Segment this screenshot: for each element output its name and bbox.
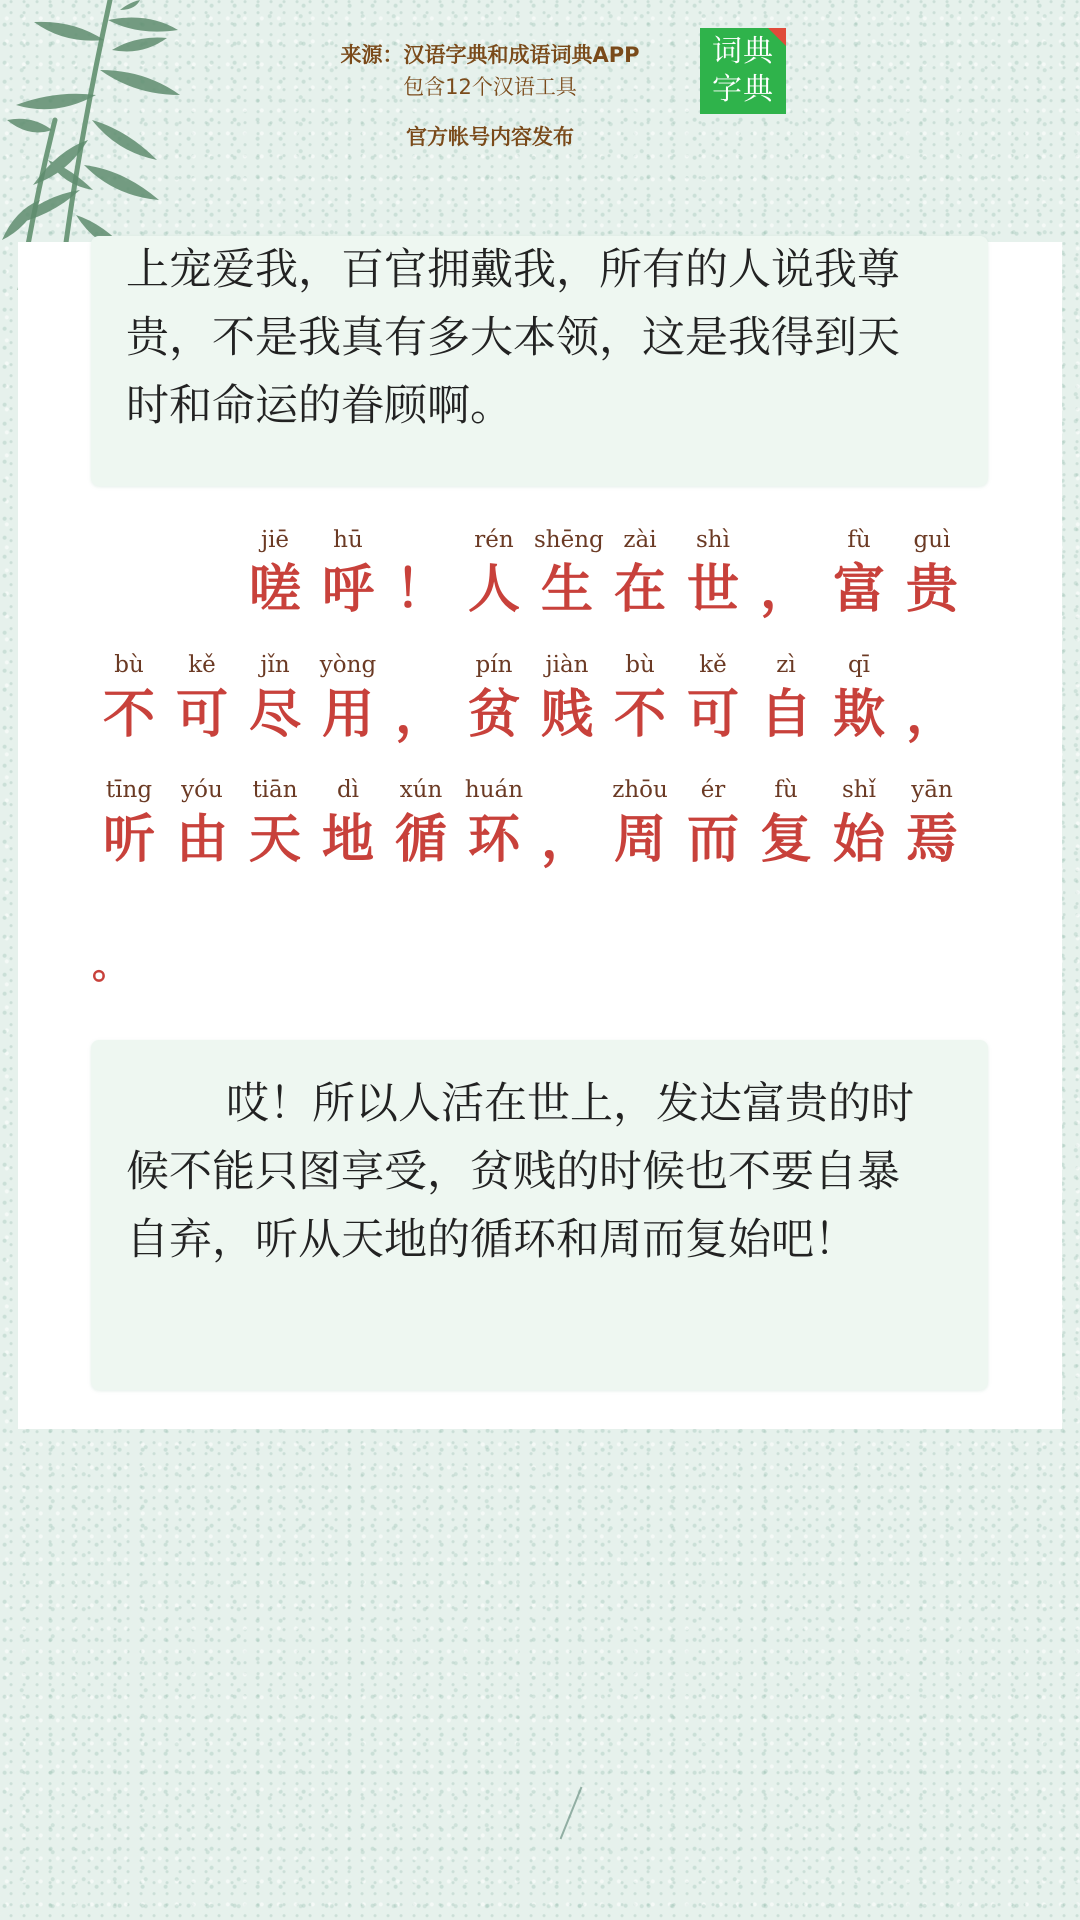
- pinyin: [388, 650, 454, 680]
- pinyin: [169, 525, 235, 555]
- hanzi: 循: [394, 809, 447, 870]
- ruby-unit: [753, 650, 819, 750]
- pinyin: bù: [114, 652, 144, 678]
- hanzi: 焉: [905, 809, 958, 870]
- ruby-unit: [169, 650, 235, 750]
- hanzi: 用: [321, 684, 374, 745]
- pinyin: shǐ: [842, 777, 876, 803]
- ruby-unit: [534, 525, 604, 625]
- hanzi: ！: [394, 559, 447, 620]
- ruby-unit: [96, 775, 162, 875]
- pinyin: ér: [700, 777, 726, 803]
- pinyin: fù: [774, 777, 798, 803]
- pinyin: xún: [399, 777, 443, 803]
- hanzi: ，: [905, 684, 958, 745]
- hanzi: 欺: [832, 684, 885, 745]
- ruby-unit: [315, 650, 381, 750]
- pinyin: hū: [333, 527, 363, 553]
- ruby-unit: [607, 775, 673, 875]
- hanzi: 贵: [905, 559, 958, 620]
- hanzi: 。: [91, 942, 130, 987]
- ruby-unit: [242, 650, 308, 750]
- logo-line-2: 字典: [712, 72, 774, 107]
- pinyin: kě: [699, 652, 727, 678]
- ruby-unit: [753, 775, 819, 875]
- pinyin: yān: [911, 777, 953, 803]
- hanzi: 不: [613, 684, 666, 745]
- pinyin: [78, 900, 144, 930]
- hanzi: 人: [467, 559, 520, 620]
- hanzi: 环: [467, 809, 520, 870]
- pinyin: zhōu: [612, 777, 668, 803]
- ruby-unit: [169, 775, 235, 875]
- page-indicator: [560, 1787, 583, 1840]
- tools-text: 包含12个汉语工具: [403, 75, 577, 99]
- hanzi: 自: [759, 684, 812, 745]
- ruby-unit: [78, 900, 144, 1000]
- hanzi: 贱: [540, 684, 593, 745]
- ruby-unit: [899, 525, 965, 625]
- translation-box-top: [91, 236, 988, 486]
- content-card: [18, 242, 1062, 1429]
- pinyin: guì: [913, 527, 951, 553]
- ruby-unit: [826, 650, 892, 750]
- ruby-unit: [388, 650, 454, 750]
- hanzi: 听: [102, 809, 155, 870]
- ruby-unit: [242, 775, 308, 875]
- ruby-unit: [315, 775, 381, 875]
- pinyin: [753, 525, 819, 555]
- ruby-unit: [534, 775, 600, 875]
- pinyin: bù: [625, 652, 655, 678]
- ruby-unit: [680, 775, 746, 875]
- pinyin: tiān: [252, 777, 298, 803]
- logo-line-1: 词典: [712, 34, 774, 69]
- hanzi: 富: [832, 559, 885, 620]
- ruby-unit: [315, 525, 381, 625]
- pinyin: yóu: [181, 777, 223, 803]
- hanzi: 世: [686, 559, 739, 620]
- pinyin: zài: [623, 527, 657, 553]
- hanzi: [96, 555, 162, 625]
- pinyin: fù: [847, 527, 871, 553]
- hanzi: 呼: [321, 559, 374, 620]
- ruby-unit: [753, 525, 819, 625]
- translation-text-bottom: 哎！所以人活在世上，发达富贵的时候不能只图享受，贫贱的时候也不要自暴自弃，听从天地的循环和周而复始吧！: [126, 1079, 914, 1265]
- pinyin: kě: [188, 652, 216, 678]
- pinyin: jǐn: [260, 652, 290, 678]
- hanzi: 嗟: [248, 559, 301, 620]
- pinyin: zì: [776, 652, 796, 678]
- ruby-unit: [607, 525, 673, 625]
- hanzi: 而: [686, 809, 739, 870]
- pinyin: yòng: [319, 652, 377, 678]
- pinyin: jiàn: [545, 652, 589, 678]
- ruby-unit: [461, 650, 527, 750]
- ruby-unit: [680, 650, 746, 750]
- hanzi: 天: [248, 809, 301, 870]
- hanzi: 周: [613, 809, 666, 870]
- ruby-unit: [607, 650, 673, 750]
- hanzi: 在: [613, 559, 666, 620]
- hanzi: 复: [759, 809, 812, 870]
- pinyin: tīng: [105, 777, 153, 803]
- hanzi: ，: [394, 684, 447, 745]
- ruby-unit: [680, 525, 746, 625]
- ruby-unit: [96, 525, 162, 625]
- pinyin: qī: [847, 652, 871, 678]
- logo-corner-badge: [768, 28, 786, 46]
- translation-box-bottom: [91, 1040, 988, 1390]
- hanzi: ，: [540, 809, 593, 870]
- hanzi: 生: [540, 559, 593, 620]
- pinyin: [534, 775, 600, 805]
- translation-text-top: 上宠爱我，百官拥戴我，所有的人说我尊贵，不是我真有多大本领，这是我得到天时和命运的眷顾啊。: [126, 245, 900, 431]
- hanzi: 始: [832, 809, 885, 870]
- hanzi: ，: [759, 559, 812, 620]
- pinyin: pín: [475, 652, 513, 678]
- hanzi: 不: [102, 684, 155, 745]
- source-text: 来源：汉语字典和成语词典APP: [340, 43, 640, 67]
- app-logo: [700, 28, 786, 114]
- ruby-unit: [461, 525, 527, 625]
- pinyin: [388, 525, 454, 555]
- pinyin: shì: [696, 527, 730, 553]
- hanzi: 贫: [467, 684, 520, 745]
- ruby-unit: [534, 650, 600, 750]
- hanzi: 由: [175, 809, 228, 870]
- ruby-unit: [242, 525, 308, 625]
- hanzi: 地: [321, 809, 374, 870]
- header: [0, 0, 1080, 242]
- pinyin: [899, 650, 965, 680]
- pinyin: rén: [474, 527, 514, 553]
- pinyin: [96, 525, 162, 555]
- pinyin: shēng: [534, 527, 604, 553]
- hanzi: 可: [686, 684, 739, 745]
- pinyin: huán: [464, 777, 524, 803]
- official-account-text: 官方帐号内容发布: [406, 125, 574, 149]
- ruby-unit: [899, 650, 965, 750]
- ruby-unit: [826, 525, 892, 625]
- hanzi: 尽: [248, 684, 301, 745]
- pinyin: jiē: [260, 527, 290, 553]
- ruby-unit: [826, 775, 892, 875]
- ruby-unit: [388, 525, 454, 625]
- ruby-unit: [388, 775, 454, 875]
- ruby-unit: [96, 650, 162, 750]
- hanzi: [169, 555, 235, 625]
- hanzi: 可: [175, 684, 228, 745]
- ruby-unit: [899, 775, 965, 875]
- ruby-unit: [169, 525, 235, 625]
- pinyin: dì: [336, 777, 360, 803]
- ruby-unit: [461, 775, 527, 875]
